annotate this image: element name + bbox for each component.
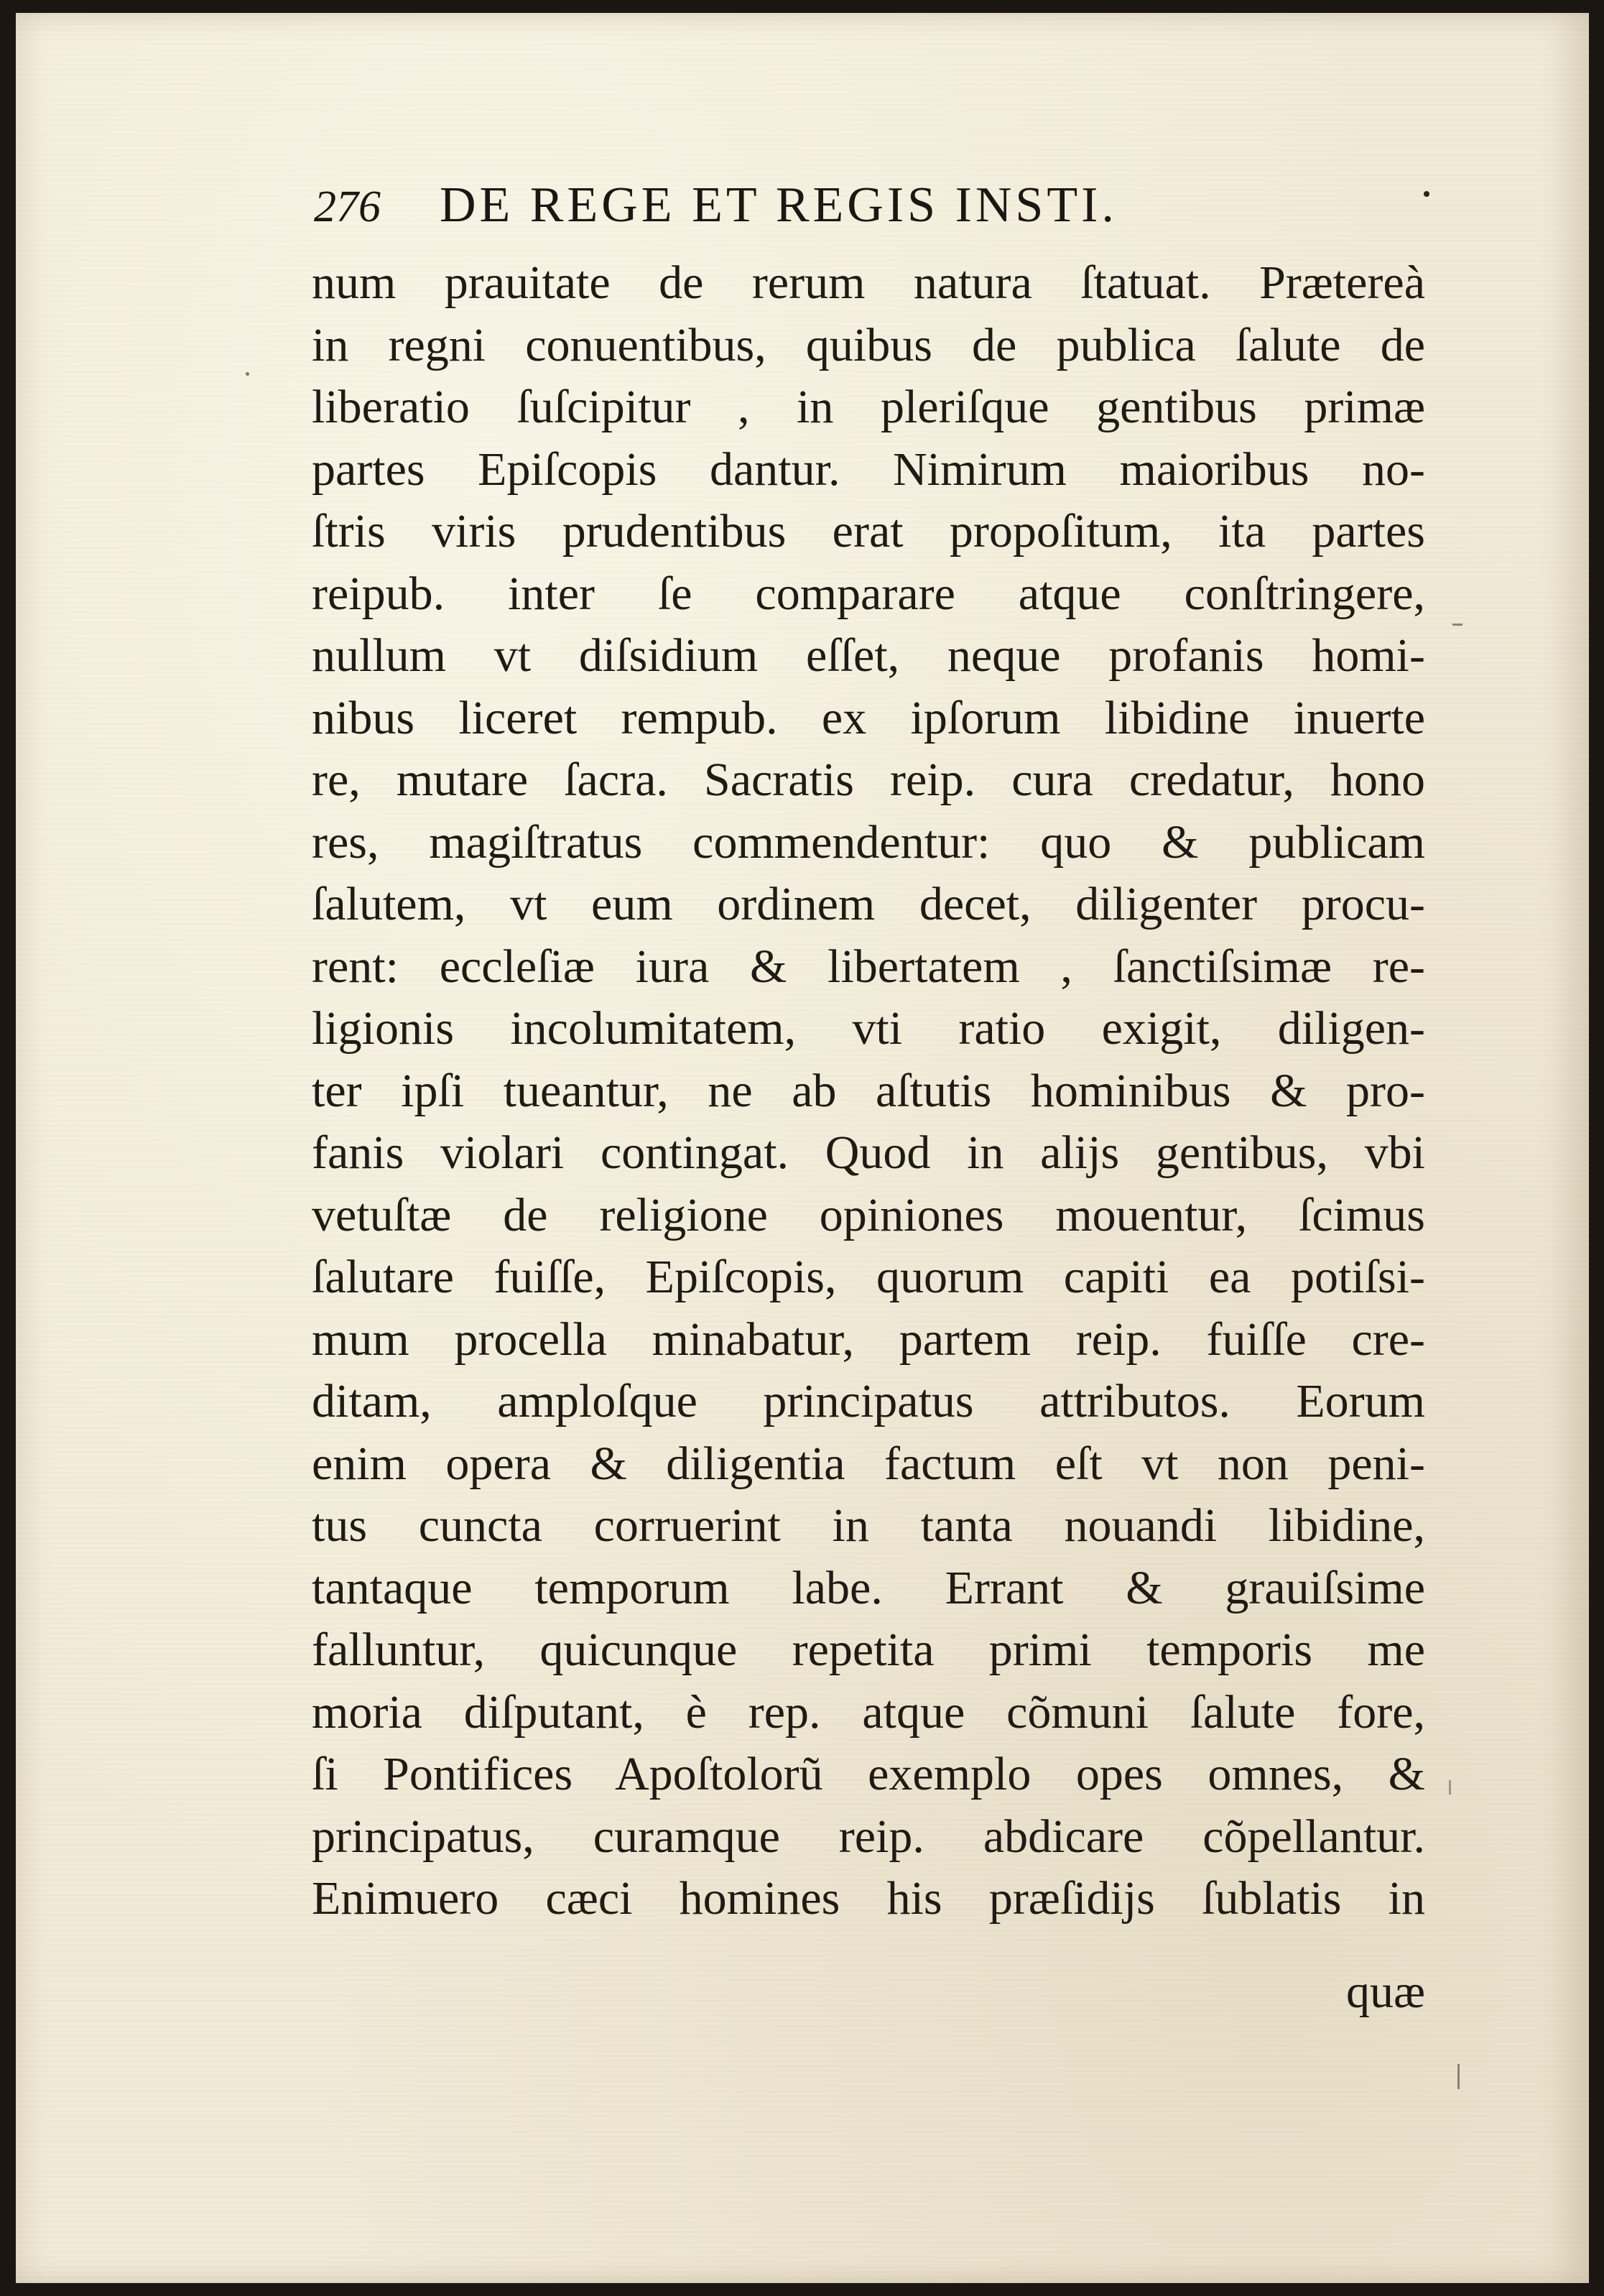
ink-speck [1449, 1780, 1451, 1795]
text-line: ſalutare fuiſſe, Epiſcopis, quorum capiti ea potiſsi- [312, 1251, 1425, 1303]
book-page [16, 13, 1589, 2283]
text-line: nibus liceret rempub. ex ipſorum libidine inuerte [312, 691, 1425, 744]
text-line: ter ipſi tueantur, ne ab aſtutis hominibus & pro- [312, 1064, 1425, 1117]
text-line: partes Epiſcopis dantur. Nimirum maioribus no- [312, 443, 1425, 496]
page-number: 276 [314, 182, 381, 231]
ink-speck [1424, 191, 1429, 197]
text-line: ſtris viris prudentibus erat propoſitum, ita partes [312, 505, 1425, 557]
text-line: ſalutem, vt eum ordinem decet, diligenter procu- [312, 878, 1425, 930]
ink-speck [246, 372, 249, 376]
text-line: ditam, amploſque principatus attributos. Eorum [312, 1375, 1425, 1427]
text-line: reipub. inter ſe comparare atque conſtringere, [312, 567, 1425, 620]
text-line: mum procella minabatur, partem reip. fuiſſe cre- [312, 1313, 1425, 1366]
catchword: quæ [1345, 1966, 1425, 2018]
text-line: liberatio ſuſcipitur , in pleriſque gentibus primæ [312, 381, 1425, 433]
text-line: ſi Pontifices Apoſtolorũ exemplo opes omnes, & [312, 1748, 1425, 1800]
text-line: Enimuero cæci homines his præſidijs ſublatis in [312, 1872, 1425, 1925]
body-text [312, 252, 1425, 1930]
running-head [314, 177, 1118, 234]
text-line: enim opera & diligentia factum eſt vt non peni- [312, 1437, 1425, 1490]
text-line: vetuſtæ de religione opiniones mouentur, ſcimus [312, 1188, 1425, 1241]
text-line: fanis violari contingat. Quod in alijs gentibus, vbi [312, 1126, 1425, 1179]
ink-speck [1452, 624, 1462, 626]
text-line: principatus, curamque reip. abdicare cõpellantur. [312, 1810, 1425, 1863]
text-line: moria diſputant, è rep. atque cõmuni ſalute fore, [312, 1685, 1425, 1739]
text-line: falluntur, quicunque repetita primi temporis me [312, 1624, 1425, 1676]
text-line: res, magiſtratus commendentur: quo & publicam [312, 815, 1425, 869]
running-title: DE REGE ET REGIS INSTI. [440, 177, 1118, 233]
text-line: tantaque temporum labe. Errant & grauiſsime [312, 1561, 1425, 1614]
text-line: rent: eccleſiæ iura & libertatem , ſanctiſsimæ re- [312, 940, 1425, 993]
text-line: tus cuncta corruerint in tanta nouandi libidine, [312, 1499, 1425, 1552]
ink-speck [1457, 2064, 1460, 2089]
text-line: ligionis incolumitatem, vti ratio exigit, diligen- [312, 1002, 1425, 1055]
text-line: num prauitate de rerum natura ſtatuat. Prætereà [312, 256, 1425, 309]
text-line: re, mutare ſacra. Sacratis reip. cura credatur, hono [312, 754, 1425, 806]
text-line: in regni conuentibus, quibus de publica ſalute de [312, 318, 1425, 371]
text-line: nullum vt diſsidium eſſet, neque profanis homi- [312, 629, 1425, 682]
